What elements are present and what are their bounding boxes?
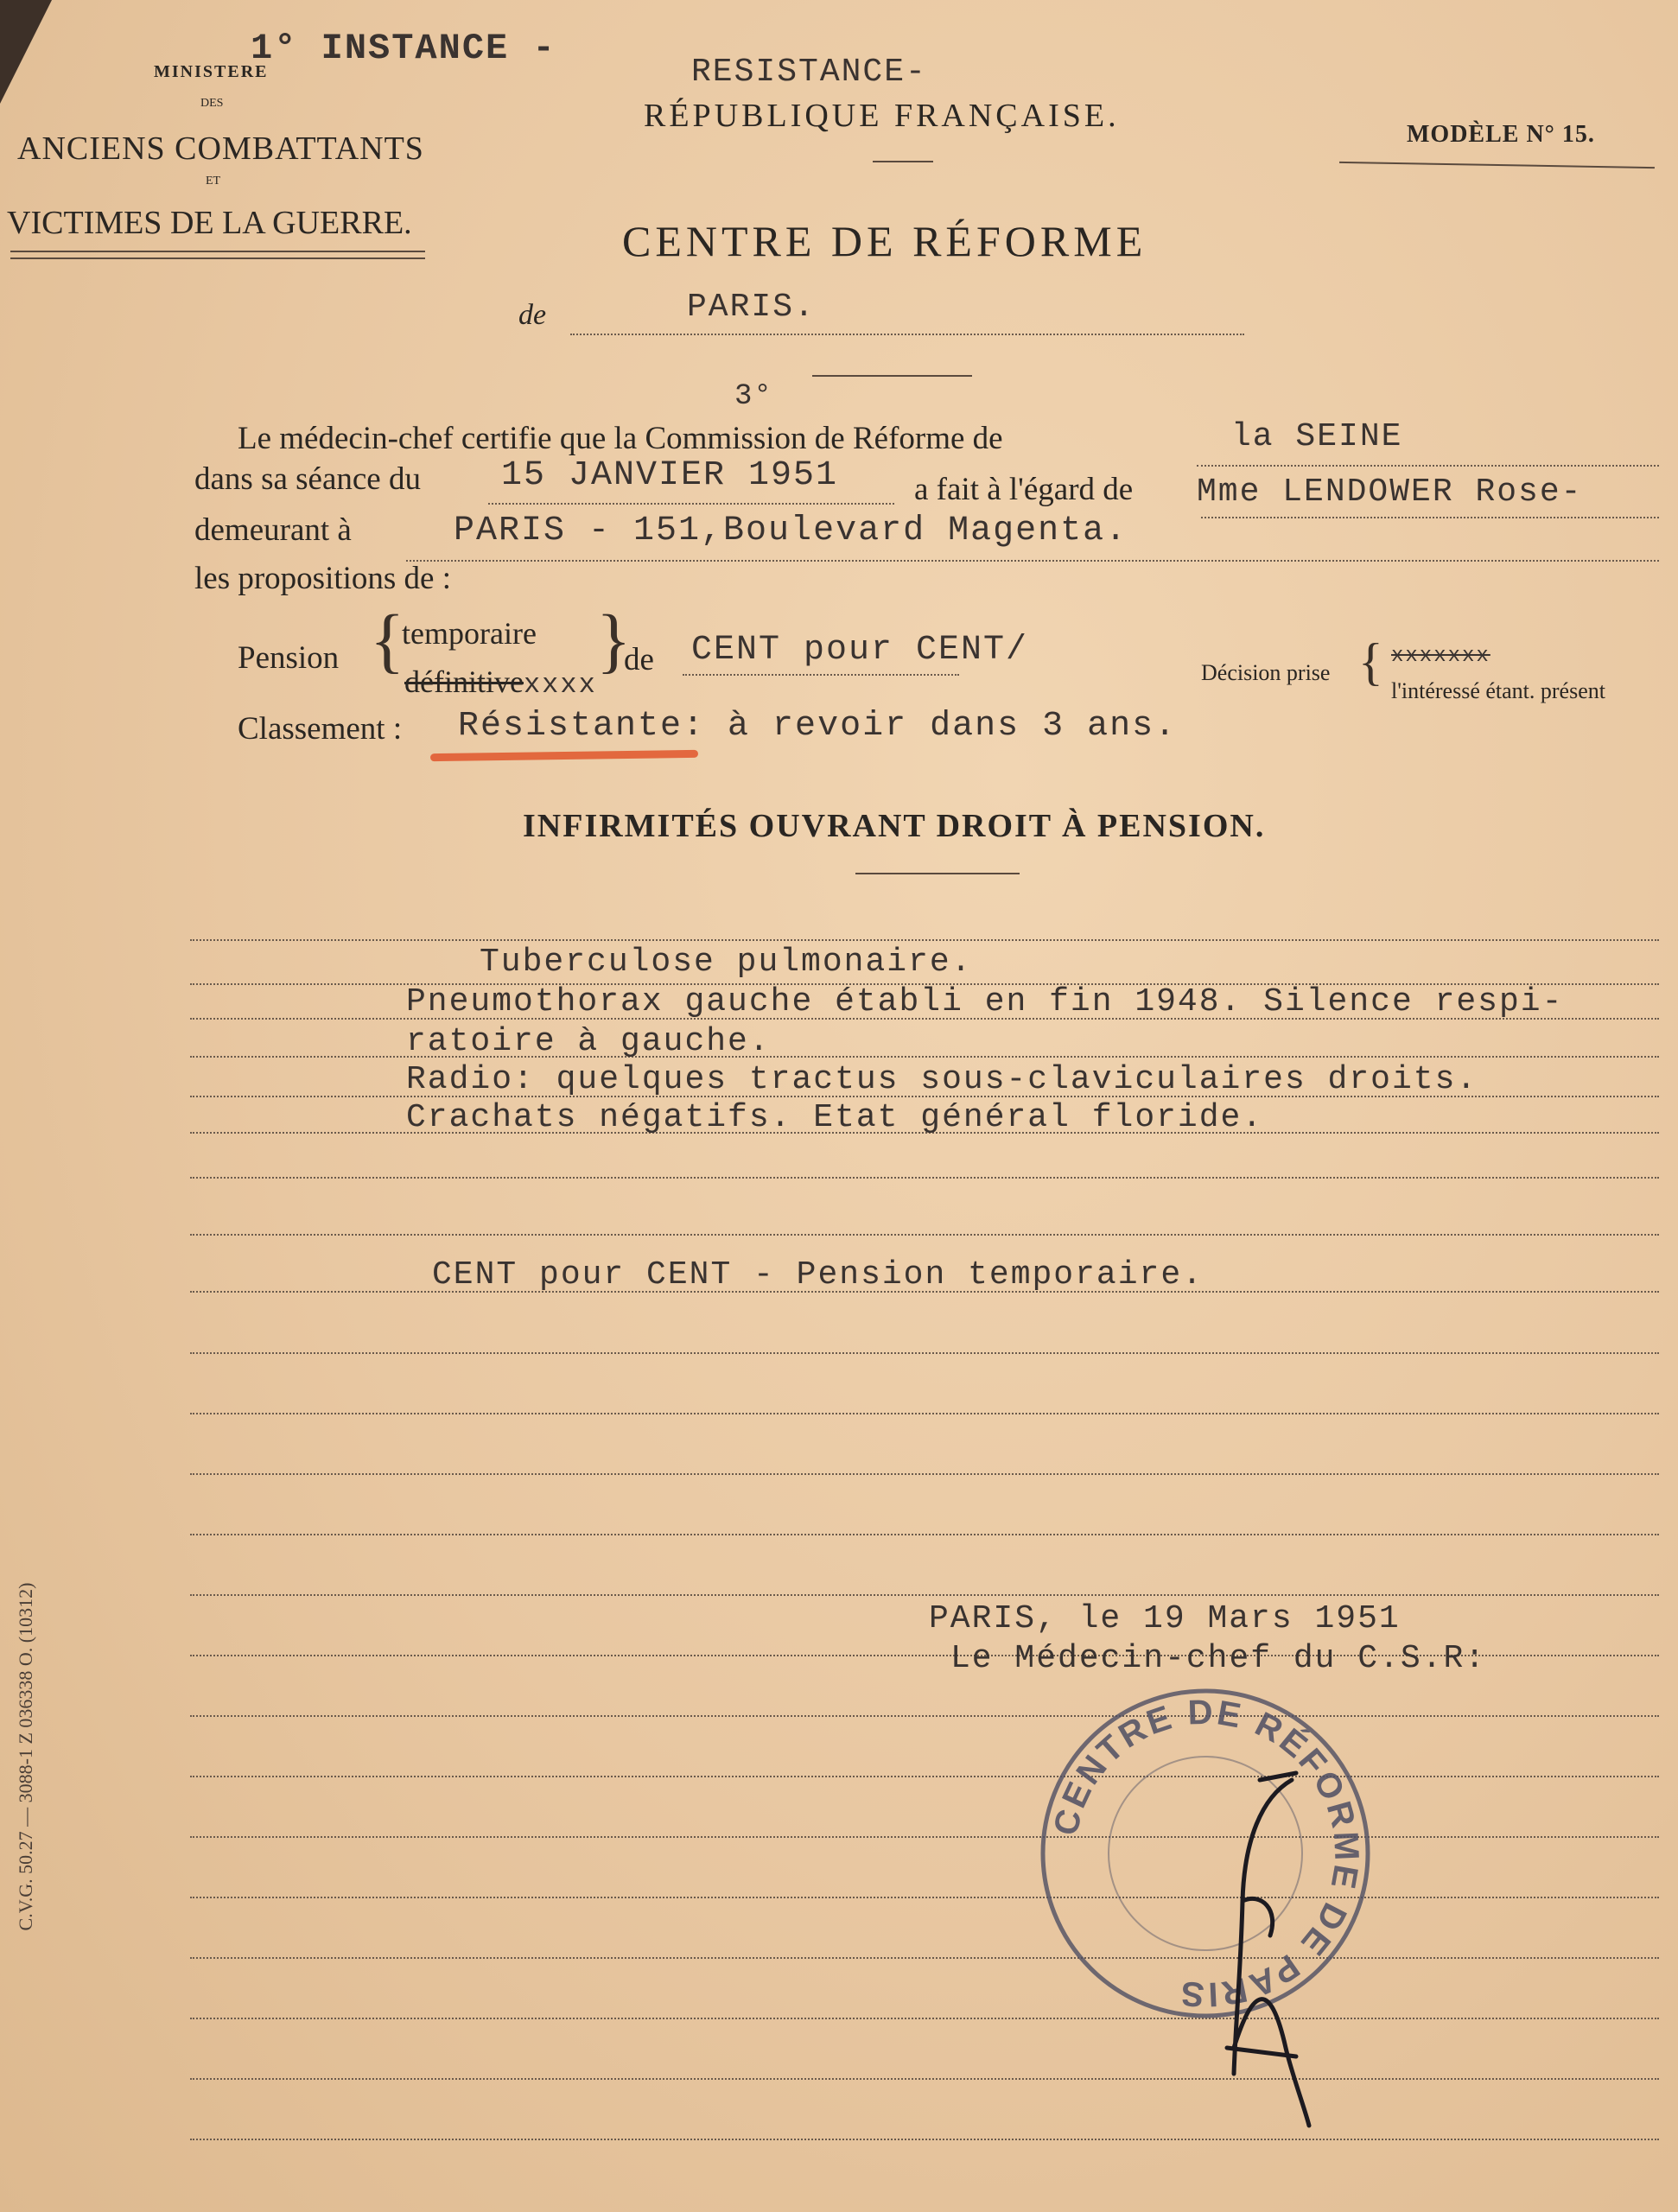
- person-dotted-line: [1201, 517, 1659, 518]
- ruled-line: [190, 1715, 1659, 1717]
- ruled-line: [190, 1957, 1659, 1959]
- centre-title: CENTRE DE RÉFORME: [622, 217, 1147, 265]
- pension-option-2: [404, 664, 597, 701]
- infirmity-line: Tuberculose pulmonaire.: [480, 944, 973, 981]
- ruled-line: [190, 2139, 1659, 2140]
- decision-brace: {: [1358, 633, 1383, 690]
- ruled-line: [190, 2078, 1659, 2080]
- model-rule: [1339, 162, 1655, 168]
- infirmities-heading: INFIRMITÉS OUVRANT DROIT À PENSION.: [523, 808, 1266, 844]
- decision-option-2: l'intéressé étant. présent: [1391, 678, 1605, 703]
- ministry-line2: DES: [200, 97, 224, 110]
- ruled-line: [190, 1352, 1659, 1354]
- ruled-line: [190, 1234, 1659, 1236]
- decision-option-1: xxxxxxx: [1391, 645, 1490, 668]
- header-rule-1: [10, 251, 425, 252]
- commission-dotted-line: [1197, 465, 1659, 467]
- ruled-line: [190, 1776, 1659, 1777]
- line2-text: dans sa séance du: [194, 461, 421, 497]
- date-dotted-line: [488, 503, 894, 505]
- pension-de: de: [624, 642, 654, 677]
- pension-rate: CENT pour CENT/: [691, 631, 1029, 670]
- ministry-line3: ANCIENS COMBATTANTS: [17, 130, 424, 167]
- republic-title: RÉPUBLIQUE FRANÇAISE.: [644, 98, 1120, 134]
- classement-value: Résistante: à revoir dans 3 ans.: [458, 707, 1178, 746]
- handwritten-signature: [1210, 1763, 1348, 2134]
- ruled-line: [190, 1473, 1659, 1475]
- ruled-line: [190, 939, 1659, 941]
- republic-rule: [873, 161, 933, 162]
- line3-text: demeurant à: [194, 512, 352, 548]
- pension-brace-left: {: [370, 601, 405, 681]
- pension-label: Pension: [238, 640, 340, 676]
- ruled-line: [190, 2018, 1659, 2019]
- line2-mid: a fait à l'égard de: [914, 472, 1134, 507]
- commission-name: la SEINE: [1231, 418, 1403, 455]
- city-dotted-line: [570, 334, 1244, 335]
- pension-brace-right: }: [596, 601, 632, 681]
- line4-text: les propositions de :: [194, 561, 452, 596]
- classement-label: Classement :: [238, 711, 403, 747]
- pension-option-2-text: définitive: [404, 664, 524, 699]
- infirmity-line: Radio: quelques tractus sous-claviculaires droits.: [406, 1061, 1478, 1098]
- instance-stamp: 1° INSTANCE -: [251, 28, 556, 69]
- title-rule: [812, 375, 972, 377]
- margin-print-code: C.V.G. 50.27 — 3088-1 Z 036338 O. (10312): [15, 1582, 36, 1931]
- ruled-line: [190, 1897, 1659, 1898]
- ruled-line: [190, 1534, 1659, 1535]
- ruled-line: [190, 1594, 1659, 1596]
- infirmity-line: Pneumothorax gauche établi en fin 1948. Silence respi-: [406, 983, 1564, 1020]
- red-underline-mark: [430, 750, 698, 761]
- infirmity-line: Crachats négatifs. Etat général floride.: [406, 1099, 1264, 1136]
- ruled-line: [190, 1836, 1659, 1838]
- resistance-stamp: RESISTANCE-: [691, 54, 927, 91]
- ministry-line5: VICTIMES DE LA GUERRE.: [7, 205, 412, 241]
- centre-city: PARIS.: [687, 289, 816, 326]
- decision-label: Décision prise: [1201, 660, 1331, 685]
- ministry-line4: ET: [206, 175, 221, 188]
- signatory-title: Le Médecin-chef du C.S.R:: [950, 1640, 1487, 1677]
- pension-rate-dotted-line: [683, 674, 959, 676]
- infirmity-line: ratoire à gauche.: [406, 1023, 771, 1060]
- line1-text: Le médecin-chef certifie que la Commission de Réforme de: [238, 421, 1003, 456]
- address-dotted-line: [406, 560, 1659, 562]
- header-rule-2: [10, 257, 425, 259]
- session-date: 15 JANVIER 1951: [501, 456, 839, 495]
- ruled-line: [190, 1413, 1659, 1414]
- pension-option-1: temporaire: [402, 616, 537, 651]
- person-name: Mme LENDOWER Rose-: [1197, 474, 1583, 511]
- seal-text: CENTRE DE RÉFORME DE PARIS: [1046, 1693, 1366, 2014]
- model-number: MODÈLE N° 15.: [1407, 121, 1595, 148]
- de-label: de: [518, 299, 547, 331]
- certificate-number: 3°: [734, 380, 773, 413]
- conclusion-line: CENT pour CENT - Pension temporaire.: [432, 1256, 1204, 1294]
- pension-option-2-strike: xxxx: [523, 669, 597, 701]
- torn-corner: [0, 0, 52, 104]
- place-date: PARIS, le 19 Mars 1951: [929, 1600, 1401, 1637]
- address: PARIS - 151,Boulevard Magenta.: [454, 512, 1128, 550]
- heading-rule: [855, 873, 1020, 874]
- ruled-line: [190, 1177, 1659, 1179]
- ministry-line1: MINISTERE: [154, 62, 269, 81]
